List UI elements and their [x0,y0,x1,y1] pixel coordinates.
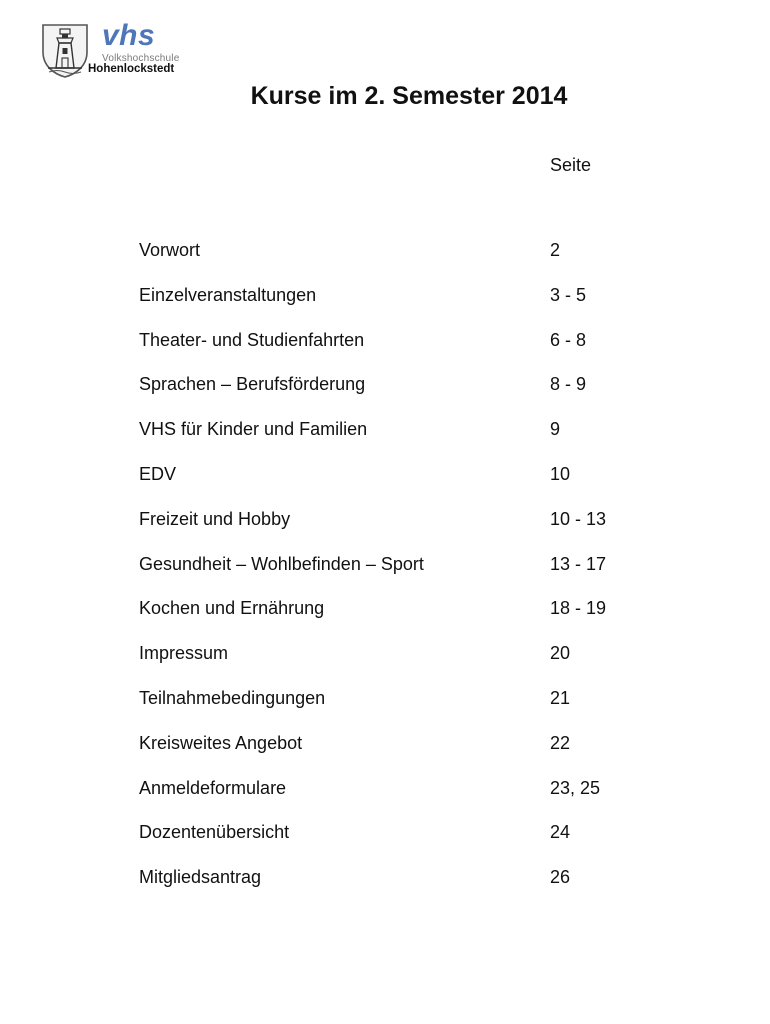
toc-row [139,776,659,821]
toc-page: 23, 25 [550,777,601,798]
toc-row [139,641,659,686]
toc-page: 21 [550,687,571,708]
toc-label: Gesundheit – Wohlbefinden – Sport [139,553,424,574]
page-title: Kurse im 2. Semester 2014 [250,82,568,110]
toc-page: 22 [550,732,571,753]
toc-row [139,596,659,641]
toc-label: Kreisweites Angebot [139,732,303,753]
logo-brand: vhs [102,19,156,52]
toc-row [139,820,659,865]
toc-label: Freizeit und Hobby [139,508,291,529]
toc-label: Dozentenübersicht [139,822,290,843]
toc-page: 2 [550,240,561,260]
toc-page: 9 [550,419,561,440]
toc-row [139,462,659,507]
toc-page: 10 - 13 [550,508,607,529]
logo-place: Hohenlockstedt [88,63,175,75]
lighthouse-crest-icon [40,22,90,78]
toc-label: Einzelveranstaltungen [139,284,317,305]
toc-label: Teilnahmebedingungen [139,687,326,708]
toc-row [139,283,659,328]
toc-label: Impressum [139,643,229,664]
toc-row [139,865,659,910]
toc-page: 13 - 17 [550,553,607,574]
toc-row [139,507,659,552]
toc-page: 8 - 9 [550,374,587,395]
toc-row [139,372,659,417]
toc-page: 18 - 19 [550,598,607,619]
toc-label: VHS für Kinder und Familien [139,419,368,440]
toc-label: Kochen und Ernährung [139,598,325,619]
toc-page: 20 [550,643,571,664]
toc-page: 26 [550,867,571,888]
toc-row [139,238,659,283]
toc-row [139,552,659,597]
toc-page: 10 [550,463,571,484]
toc-row [139,328,659,373]
page-column-header: Seite [550,155,592,175]
toc-row [139,686,659,731]
toc-row [139,731,659,776]
toc-label: Mitgliedsantrag [139,867,262,888]
vhs-logo [40,19,190,80]
logo-subtitle: Volkshochschule [102,53,180,64]
toc-page: 3 - 5 [550,284,587,305]
toc-label: EDV [139,463,177,484]
toc-label: Sprachen – Berufsförderung [139,374,366,395]
toc-label: Theater- und Studienfahrten [139,329,365,350]
toc-row [139,417,659,462]
toc-page: 24 [550,822,571,843]
toc-page: 6 - 8 [550,329,587,350]
toc-label: Vorwort [139,240,201,260]
table-of-contents [139,238,659,910]
toc-label: Anmeldeformulare [139,777,287,798]
